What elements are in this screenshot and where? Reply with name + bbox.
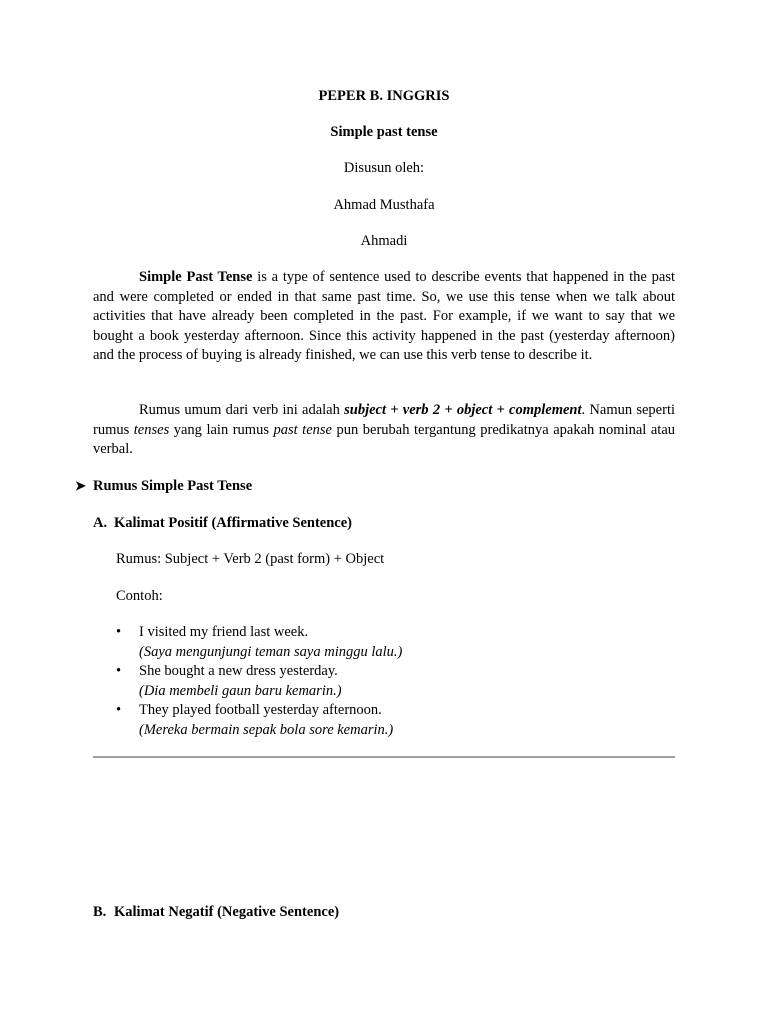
section-a-heading — [93, 514, 352, 534]
compiled-by-label: Disusun oleh: — [343, 160, 425, 176]
section-a-formula: Rumus: Subject + Verb 2 (past form) + Object — [116, 551, 385, 567]
formula-past-tense-term: past tense — [273, 421, 332, 438]
bullet-icon: • — [116, 624, 122, 640]
section-a-examples-label: Contoh: — [116, 588, 163, 604]
author-name-1: Ahmad Musthafa — [333, 197, 435, 213]
intro-term: Simple Past Tense — [139, 269, 253, 285]
example-sentence: She bought a new dress yesterday. — [139, 663, 338, 679]
section-heading-label: Rumus Simple Past Tense — [93, 478, 253, 494]
arrow-bullet-icon: ➤ — [75, 478, 86, 493]
formula-tenses-term: tenses — [133, 421, 170, 438]
list-item — [116, 662, 656, 701]
formula-text-1: Rumus umum dari verb ini adalah — [139, 402, 345, 418]
formula-paragraph — [93, 401, 675, 460]
bullet-icon: • — [116, 663, 122, 679]
page-divider — [93, 756, 675, 758]
section-a-letter: A. — [93, 515, 108, 531]
section-b-letter: B. — [93, 904, 107, 920]
list-item — [116, 623, 656, 662]
formula-text-4: pun berubah tergantung predikatnya apakah nominal atau verbal. — [93, 421, 676, 457]
intro-text: is a type of sentence used to describe events that happened in the past and were completed or ended in that same past time. So, we use this tense when we talk about activities that have already been completed in the past. For example, if we want to say that we bought a book yesterday afternoon. Since this activity happened in the past (yesterday afternoon) and the process of buying is already finished, we can use this verb tense to describe it. — [93, 269, 675, 363]
formula-text-2: . Namun seperti rumus — [93, 402, 676, 438]
bullet-icon: • — [116, 702, 122, 718]
example-list — [116, 623, 656, 740]
example-translation: (Dia membeli gaun baru kemarin.) — [139, 682, 342, 699]
intro-paragraph — [93, 268, 675, 366]
example-sentence: They played football yesterday afternoon. — [139, 702, 382, 718]
example-translation: (Mereka bermain sepak bola sore kemarin.) — [139, 721, 394, 738]
document-subtitle: Simple past tense — [330, 124, 438, 140]
example-sentence: I visited my friend last week. — [139, 624, 309, 640]
section-b-title: Kalimat Negatif (Negative Sentence) — [114, 904, 340, 920]
author-name-2: Ahmadi — [360, 233, 408, 249]
section-a-title: Kalimat Positif (Affirmative Sentence) — [114, 515, 352, 531]
section-b-heading — [93, 903, 339, 923]
list-item — [116, 701, 656, 740]
section-heading — [75, 476, 252, 497]
formula-text-3: yang lain rumus — [169, 421, 274, 438]
document-title: PEPER B. INGGRIS — [318, 88, 450, 104]
example-translation: (Saya mengunjungi teman saya minggu lalu.) — [139, 643, 403, 660]
formula-expression: subject + verb 2 + object + complement — [344, 402, 582, 418]
